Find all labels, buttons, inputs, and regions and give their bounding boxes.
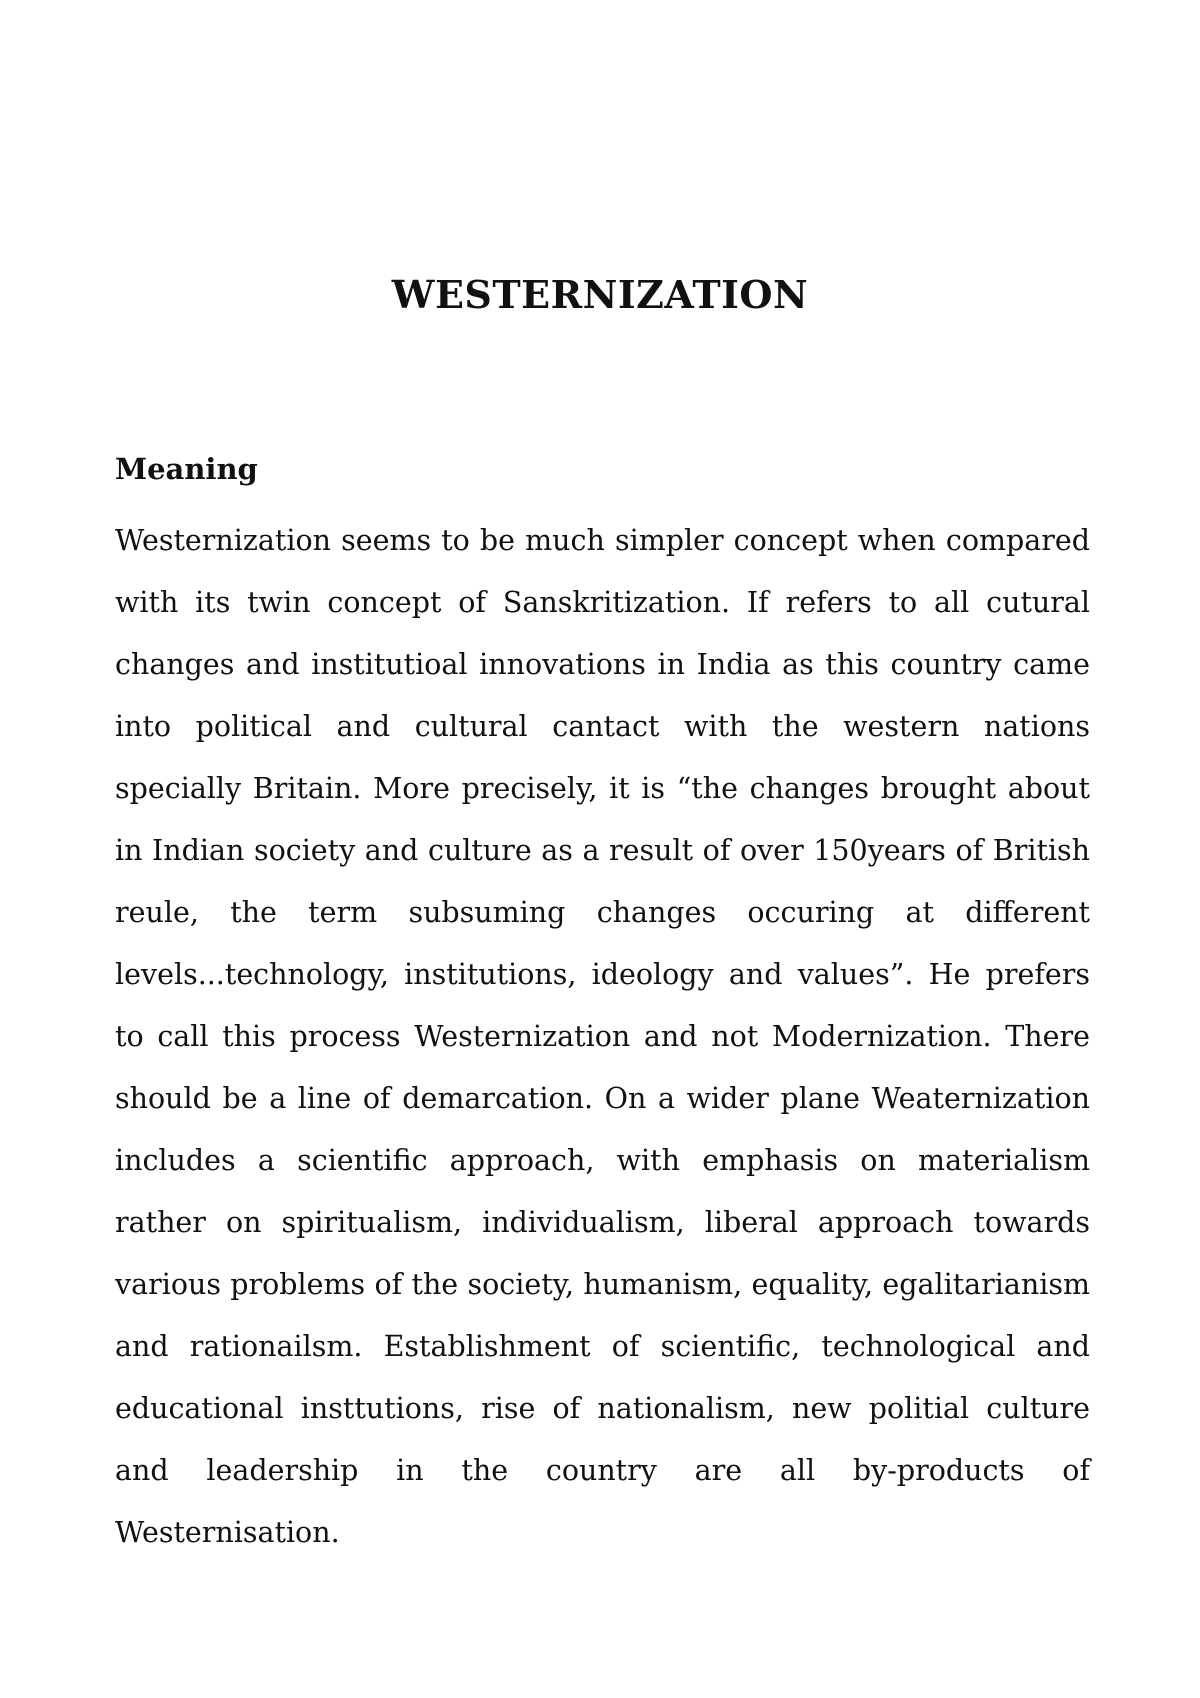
- page-title: WESTERNIZATION: [391, 272, 809, 317]
- section-heading: Meaning: [115, 452, 258, 486]
- body-paragraph: Westernization seems to be much simpler concept when compared with its twin concept of Sanskritization. If refers to all cutural changes and institutioal innovations in India as this country came into political and cultural cantact with the western nations specially Britain. More precisely, it is “the changes brought about in Indian society and culture as a result of over 150years of British reule, the term subsuming changes occuring at different levels...technology, institutions, ideology and values”. He prefers to call this process Westernization and not Modernization. There should be a line of demarcation. On a wider plane Weaternization includes a scientific approach, with emphasis on materialism rather on spiritualism, individualism, liberal approach towards various problems of the society, humanism, equality, egalitarianism and rationailsm. Establishment of scientific, technological and educational insttutions, rise of nationalism, new politial culture and leadership in the country are all by-products of Westernisation.: [115, 524, 1090, 1549]
